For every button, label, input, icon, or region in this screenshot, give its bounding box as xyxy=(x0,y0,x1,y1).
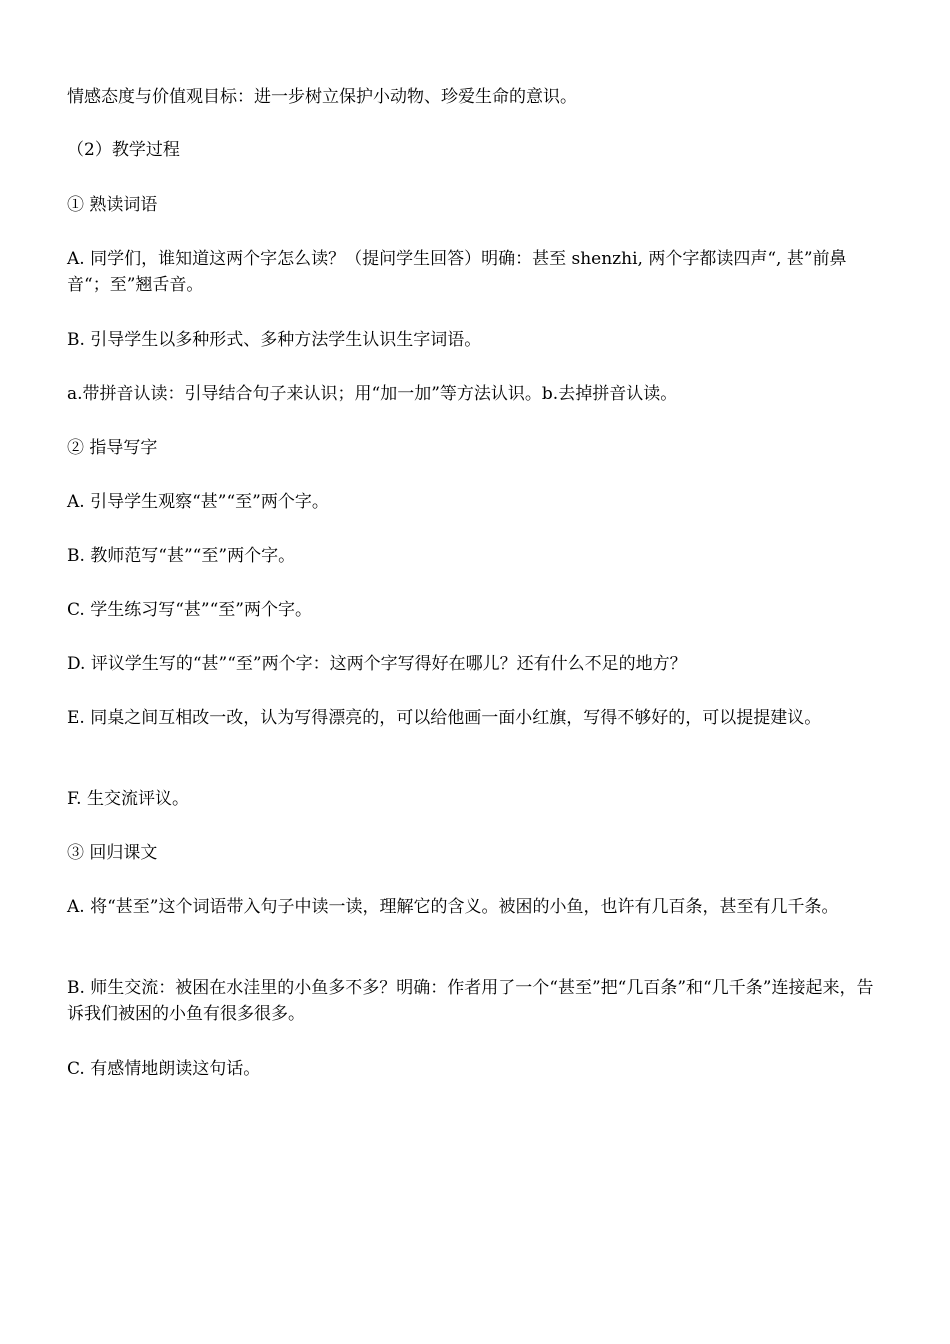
paragraph-step-1-b-detail: a.带拼音认读：引导结合句子来认识；用“加一加”等方法认识。b.去掉拼音认读。 xyxy=(67,384,678,404)
paragraph-step-3-a: A. 将“甚至”这个词语带入句子中读一读，理解它的含义。被困的小鱼，也许有几百条，甚至有几千条。 xyxy=(67,897,839,917)
paragraph-section-heading: （2）教学过程 xyxy=(67,140,180,160)
paragraph-step-2-heading: ② 指导写字 xyxy=(67,438,158,458)
paragraph-step-3-b: B. 师生交流：被困在水洼里的小鱼多不多？明确：作者用了一个“甚至”把“几百条”和“几千条”连接起来，告诉我们被困的小鱼有很多很多。 xyxy=(67,978,874,1024)
paragraph-step-2-d: D. 评议学生写的“甚”“至”两个字：这两个字写得好在哪儿？还有什么不足的地方？ xyxy=(67,654,687,674)
paragraph-step-2-a: A. 引导学生观察“甚”“至”两个字。 xyxy=(67,492,329,512)
paragraph-step-2-c: C. 学生练习写“甚”“至”两个字。 xyxy=(67,600,312,620)
paragraph-step-2-b: B. 教师范写“甚”“至”两个字。 xyxy=(67,546,296,566)
paragraph-step-2-e: E. 同桌之间互相改一改，认为写得漂亮的，可以给他画一面小红旗，写得不够好的，可以提提建议。 xyxy=(67,708,822,728)
paragraph-goal: 情感态度与价值观目标：进一步树立保护小动物、珍爱生命的意识。 xyxy=(67,87,577,107)
paragraph-step-1-heading: ① 熟读词语 xyxy=(67,195,158,215)
paragraph-step-1-b: B. 引导学生以多种形式、多种方法学生认识生字词语。 xyxy=(67,330,482,350)
paragraph-step-2-f: F. 生交流评议。 xyxy=(67,789,189,809)
paragraph-step-3-heading: ③ 回归课文 xyxy=(67,843,158,863)
paragraph-step-1-a: A. 同学们，谁知道这两个字怎么读？（提问学生回答）明确：甚至 shenzhi, 两个字都读四声“, 甚”前鼻音“；至”翘舌音。 xyxy=(67,249,847,295)
paragraph-step-3-c: C. 有感情地朗读这句话。 xyxy=(67,1059,261,1079)
